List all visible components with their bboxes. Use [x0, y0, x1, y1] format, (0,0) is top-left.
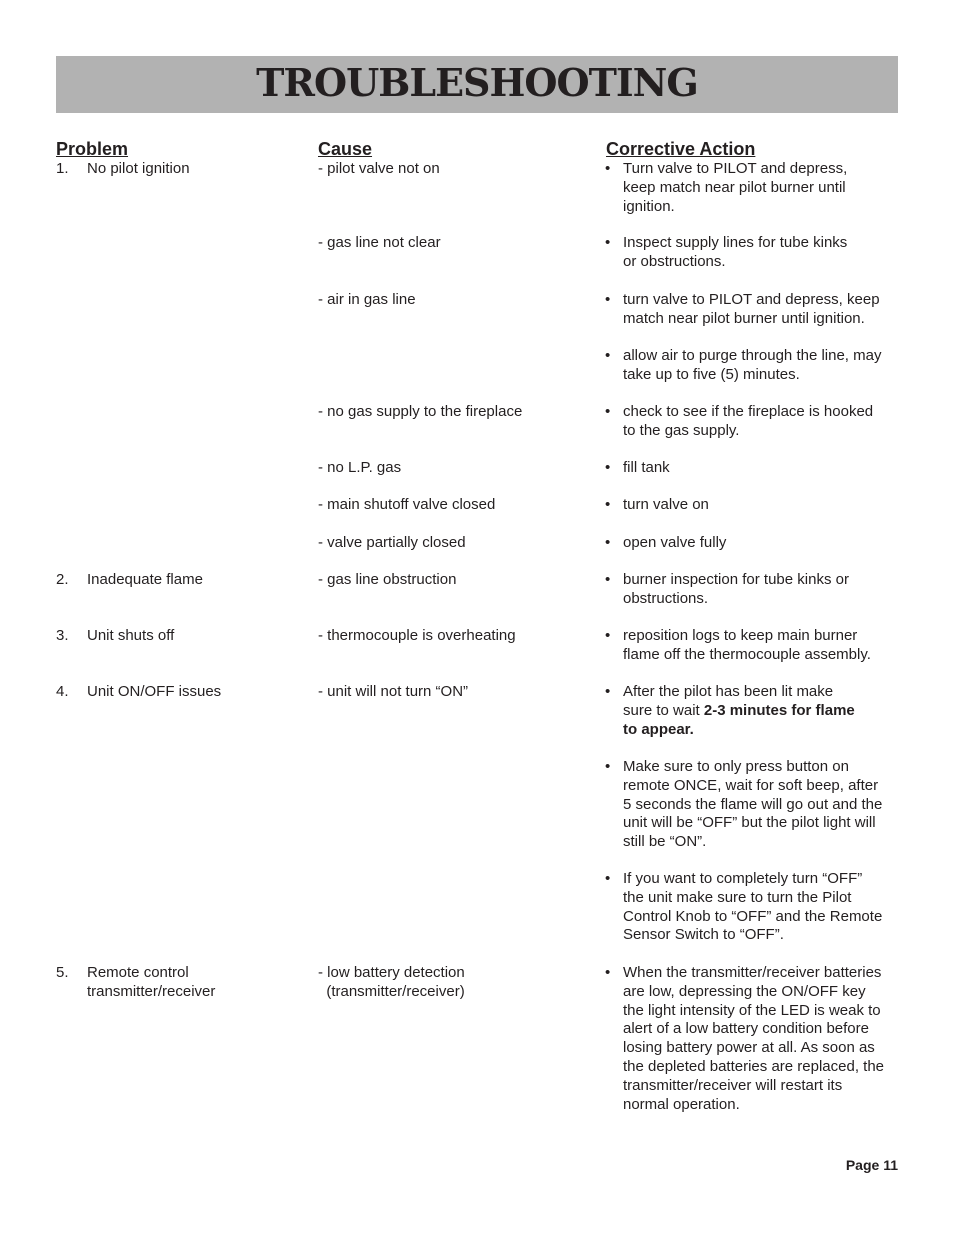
action-text: keep match near pilot burner until: [623, 178, 846, 196]
bullet-icon: •: [605, 627, 611, 644]
action-text: the depleted batteries are replaced, the: [623, 1058, 885, 1075]
action-text: Control Knob to “OFF” and the Remote: [623, 907, 883, 925]
action-text: Sensor Switch to “OFF”.: [623, 926, 784, 944]
action-text: turn valve to PILOT and depress, keep: [623, 291, 880, 308]
cause-text: - gas line not clear: [318, 234, 441, 251]
action-text: to the gas supply.: [623, 421, 740, 439]
action-text: alert of a low battery condition before: [623, 1020, 869, 1038]
action-text: are low, depressing the ON/OFF key: [623, 982, 866, 1000]
cause-text: (transmitter/receiver): [318, 983, 465, 1000]
problem-header: Problem: [56, 139, 129, 159]
cause-text: - no gas supply to the fireplace: [318, 403, 523, 420]
problem-text: Inadequate flame: [87, 571, 203, 588]
bullet-icon: •: [605, 870, 611, 887]
page-title: TROUBLESHOOTING: [256, 60, 698, 105]
title-bar: [56, 56, 898, 113]
action-text: Inspect supply lines for tube kinks: [623, 234, 848, 251]
bullet-icon: •: [605, 571, 611, 588]
problem-number: 1.: [56, 160, 69, 177]
action-text: match near pilot burner until ignition.: [623, 309, 865, 327]
action-text: allow air to purge through the line, may: [623, 347, 882, 364]
problem-text: Unit shuts off: [87, 627, 175, 644]
problem-text: No pilot ignition: [87, 160, 190, 177]
action-text: When the transmitter/receiver batteries: [623, 964, 882, 981]
bullet-icon: •: [605, 496, 611, 513]
action-text-bold: 2-3 minutes for flame: [703, 701, 855, 719]
corrective-action-header: Corrective Action: [606, 139, 756, 159]
action-text: burner inspection for tube kinks or: [623, 571, 849, 588]
action-text: 5 seconds the flame will go out and the: [623, 795, 883, 813]
action-text-bold: to appear.: [623, 720, 694, 738]
action-text: If you want to completely turn “OFF”: [623, 870, 863, 887]
action-text: still be “ON”.: [623, 833, 707, 851]
action-text: flame off the thermocouple assembly.: [623, 645, 871, 663]
action-text: Make sure to only press button on: [623, 758, 849, 775]
action-text: losing battery power at all. As soon as: [623, 1039, 875, 1057]
action-text: reposition logs to keep main burner: [623, 627, 858, 644]
bullet-icon: •: [605, 234, 611, 251]
bullet-icon: •: [605, 347, 611, 364]
bullet-icon: •: [605, 534, 611, 551]
cause-text: - no L.P. gas: [318, 459, 402, 476]
action-text: After the pilot has been lit make: [623, 683, 834, 700]
bullet-icon: •: [605, 403, 611, 420]
action-text: fill tank: [623, 459, 670, 476]
action-text: sure to wait: [623, 701, 704, 719]
action-text: turn valve on: [623, 496, 709, 513]
problem-text: transmitter/receiver: [87, 983, 216, 1000]
cause-text: - gas line obstruction: [318, 571, 457, 588]
cause-text: - pilot valve not on: [318, 160, 440, 177]
action-text: normal operation.: [623, 1095, 740, 1113]
action-text: remote ONCE, wait for soft beep, after: [623, 776, 879, 794]
cause-header: Cause: [318, 139, 373, 159]
action-text: open valve fully: [623, 534, 727, 551]
problem-text: Unit ON/OFF issues: [87, 683, 222, 700]
problem-text: Remote control: [87, 964, 189, 981]
problem-number: 4.: [56, 683, 69, 700]
action-text: take up to five (5) minutes.: [623, 365, 800, 383]
action-text: the unit make sure to turn the Pilot: [623, 888, 852, 906]
bullet-icon: •: [605, 459, 611, 476]
action-text: the light intensity of the LED is weak to: [623, 1001, 881, 1019]
cause-text: - valve partially closed: [318, 534, 466, 551]
cause-text: - unit will not turn “ON”: [318, 683, 469, 700]
bullet-icon: •: [605, 291, 611, 308]
action-text: transmitter/receiver will restart its: [623, 1076, 843, 1094]
action-text: obstructions.: [623, 589, 709, 607]
problem-number: 3.: [56, 627, 69, 644]
page-number: Page 11: [845, 1157, 898, 1173]
action-text: or obstructions.: [623, 252, 726, 270]
cause-text: - main shutoff valve closed: [318, 496, 496, 513]
cause-text: - air in gas line: [318, 291, 416, 308]
action-text: unit will be “OFF” but the pilot light will: [623, 814, 876, 832]
action-text: check to see if the fireplace is hooked: [623, 403, 874, 420]
bullet-icon: •: [605, 683, 611, 700]
bullet-icon: •: [605, 160, 611, 177]
bullet-icon: •: [605, 758, 611, 775]
cause-text: - thermocouple is overheating: [318, 627, 516, 644]
action-text: ignition.: [623, 197, 675, 215]
cause-text: - low battery detection: [318, 964, 465, 981]
problem-number: 2.: [56, 571, 69, 588]
bullet-icon: •: [605, 964, 611, 981]
action-text-line: [623, 702, 855, 721]
action-text: Turn valve to PILOT and depress,: [623, 160, 848, 177]
problem-number: 5.: [56, 964, 69, 981]
